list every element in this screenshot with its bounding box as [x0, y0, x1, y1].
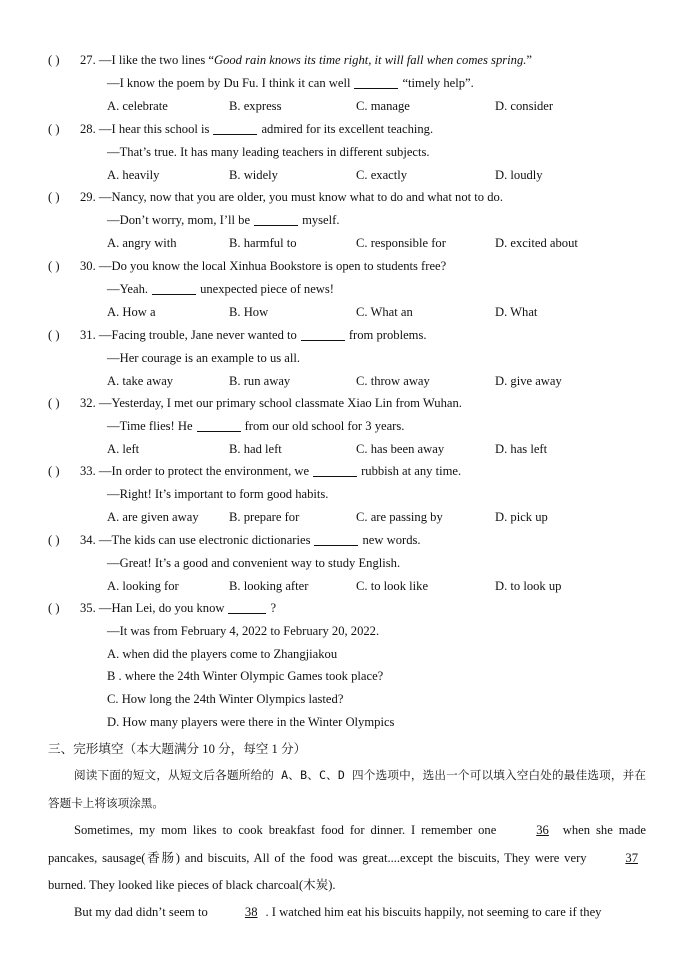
options-row	[48, 232, 658, 255]
blank	[314, 532, 358, 546]
question-number: 35.	[80, 601, 96, 615]
question-number: 27.	[80, 53, 96, 67]
option-c: C. to look like	[356, 578, 429, 593]
option-a: A. are given away	[107, 509, 199, 524]
blank	[152, 281, 196, 295]
answer-paren: ( )	[48, 190, 60, 204]
option-a: A. heavily	[107, 167, 160, 182]
options-row	[48, 370, 658, 393]
section-heading: 三、完形填空（本大题满分 10 分，每空 1 分）	[48, 742, 307, 756]
blank-37: 37	[625, 850, 638, 865]
answer-paren: ( )	[48, 601, 60, 615]
option-c: C. responsible for	[356, 235, 446, 250]
option-b: B. had left	[229, 441, 282, 456]
blank	[197, 418, 241, 432]
option-b: B . where the 24th Winter Olympic Games took place?	[107, 669, 384, 684]
option-b: B. looking after	[229, 578, 309, 593]
instructions: 阅读下面的短文，从短文后各题所给的 A、B、C、D 四个选项中，选出一个可以填入空白处的最佳选项，并在答题卡上将该项涂黑。	[48, 768, 646, 810]
option-c: C. has been away	[356, 441, 445, 456]
question-number: 29.	[80, 190, 96, 204]
options-row	[48, 506, 658, 529]
answer-paren: ( )	[48, 122, 60, 136]
passage-paragraph-2: But my dad didn’t seem to 38 . I watched him eat his biscuits happily, not seeming to care if they	[48, 899, 646, 927]
option-c: C. manage	[356, 98, 410, 113]
options-row	[48, 95, 658, 118]
blank	[313, 463, 357, 477]
question-34: ( ) 34. —The kids can use electronic dictionaries new words. —Great! It’s a good and convenient way to study English. A. looking for B. looking after C. to look like D. to look up	[48, 529, 658, 597]
options-row	[48, 164, 658, 187]
option-b: B. widely	[229, 167, 278, 182]
option-d: D. has left	[495, 441, 548, 456]
option-a: A. looking for	[107, 578, 179, 593]
question-number: 31.	[80, 328, 96, 342]
blank	[254, 212, 298, 226]
option-d: D. pick up	[495, 509, 548, 524]
options-row	[48, 438, 658, 461]
blank	[301, 327, 345, 341]
option-c: C. are passing by	[356, 509, 443, 524]
question-27: ( ) 27. —I like the two lines “Good rain knows its time right, it will fall when comes spring.” —I know the poem by Du Fu. I think it can well “timely help”. A. celebrate B. express C. manage D. consider	[48, 49, 658, 117]
blank-36: 36	[536, 823, 549, 837]
option-d: D. excited about	[495, 235, 578, 250]
option-a: A. take away	[107, 373, 174, 388]
option-a: A. when did the players come to Zhangjiakou	[107, 646, 338, 661]
option-b: B. prepare for	[229, 509, 300, 524]
question-29: ( ) 29. —Nancy, now that you are older, you must know what to do and what not to do. —Don’t worry, mom, I’ll be myself. A. angry with B. harmful to C. responsible for D. excited about	[48, 186, 658, 254]
question-33: ( ) 33. —In order to protect the environment, we rubbish at any time. —Right! It’s important to form good habits. A. are given away B. prepare for C. are passing by D. pick up	[48, 460, 658, 528]
question-28: ( ) 28. —I hear this school is admired for its excellent teaching. —That’s true. It has many leading teachers in different subjects. A. heavily B. widely C. exactly D. loudly	[48, 118, 658, 186]
answer-paren: ( )	[48, 53, 60, 67]
option-a: A. celebrate	[107, 98, 168, 113]
option-c: C. How long the 24th Winter Olympics lasted?	[107, 692, 344, 707]
option-d: D. consider	[495, 98, 554, 113]
options-row	[48, 301, 658, 324]
answer-paren: ( )	[48, 328, 60, 342]
question-number: 34.	[80, 533, 96, 547]
answer-paren: ( )	[48, 464, 60, 478]
option-c: C. exactly	[356, 167, 408, 182]
option-b: B. express	[229, 98, 282, 113]
answer-paren: ( )	[48, 259, 60, 273]
option-b: B. How	[229, 304, 269, 319]
option-d: D. loudly	[495, 167, 543, 182]
option-c: C. What an	[356, 304, 413, 319]
answer-paren: ( )	[48, 396, 60, 410]
option-d: D. give away	[495, 373, 562, 388]
blank	[228, 600, 266, 614]
blank	[213, 121, 257, 135]
option-d: D. What	[495, 304, 538, 319]
blank	[354, 75, 398, 89]
option-d: D. How many players were there in the Winter Olympics	[107, 714, 395, 729]
option-a: A. How a	[107, 304, 156, 319]
question-30: ( ) 30. —Do you know the local Xinhua Bookstore is open to students free? —Yeah. unexpected piece of news! A. How a B. How C. What an D. What	[48, 255, 658, 323]
option-a: A. angry with	[107, 235, 177, 250]
option-b: B. harmful to	[229, 235, 297, 250]
option-c: C. throw away	[356, 373, 430, 388]
question-number: 28.	[80, 122, 96, 136]
question-number: 30.	[80, 259, 96, 273]
option-d: D. to look up	[495, 578, 562, 593]
quoted-poem: Good rain knows its time right, it will fall when comes spring.	[213, 53, 527, 67]
question-35: ( ) 35. —Han Lei, do you know ? —It was from February 4, 2022 to February 20, 2022. A. when did the players come to Zhangjiakou B . where the 24th Winter Olympic Games took place? C. How long the 24th Winter Olympics lasted? D. How many players were there in the Winter Olympics	[48, 597, 658, 734]
question-31: ( ) 31. —Facing trouble, Jane never wanted to from problems. —Her courage is an example to us all. A. take away B. run away C. throw away D. give away	[48, 324, 658, 392]
passage-paragraph-1: Sometimes, my mom likes to cook breakfast food for dinner. I remember one 36 when she made pancakes, sausage(香肠) and biscuits, All of the food was great....except the biscuits, They were very 37 burned. They looked like pieces of black charcoal(木炭).	[48, 817, 646, 900]
question-number: 33.	[80, 464, 96, 478]
answer-paren: ( )	[48, 533, 60, 547]
option-a: A. left	[107, 441, 140, 456]
options-row	[48, 575, 658, 598]
question-32: ( ) 32. —Yesterday, I met our primary school classmate Xiao Lin from Wuhan. —Time flies! He from our old school for 3 years. A. left B. had left C. has been away D. has left	[48, 392, 658, 460]
question-number: 32.	[80, 396, 96, 410]
blank-38: 38	[244, 905, 258, 919]
option-b: B. run away	[229, 373, 291, 388]
